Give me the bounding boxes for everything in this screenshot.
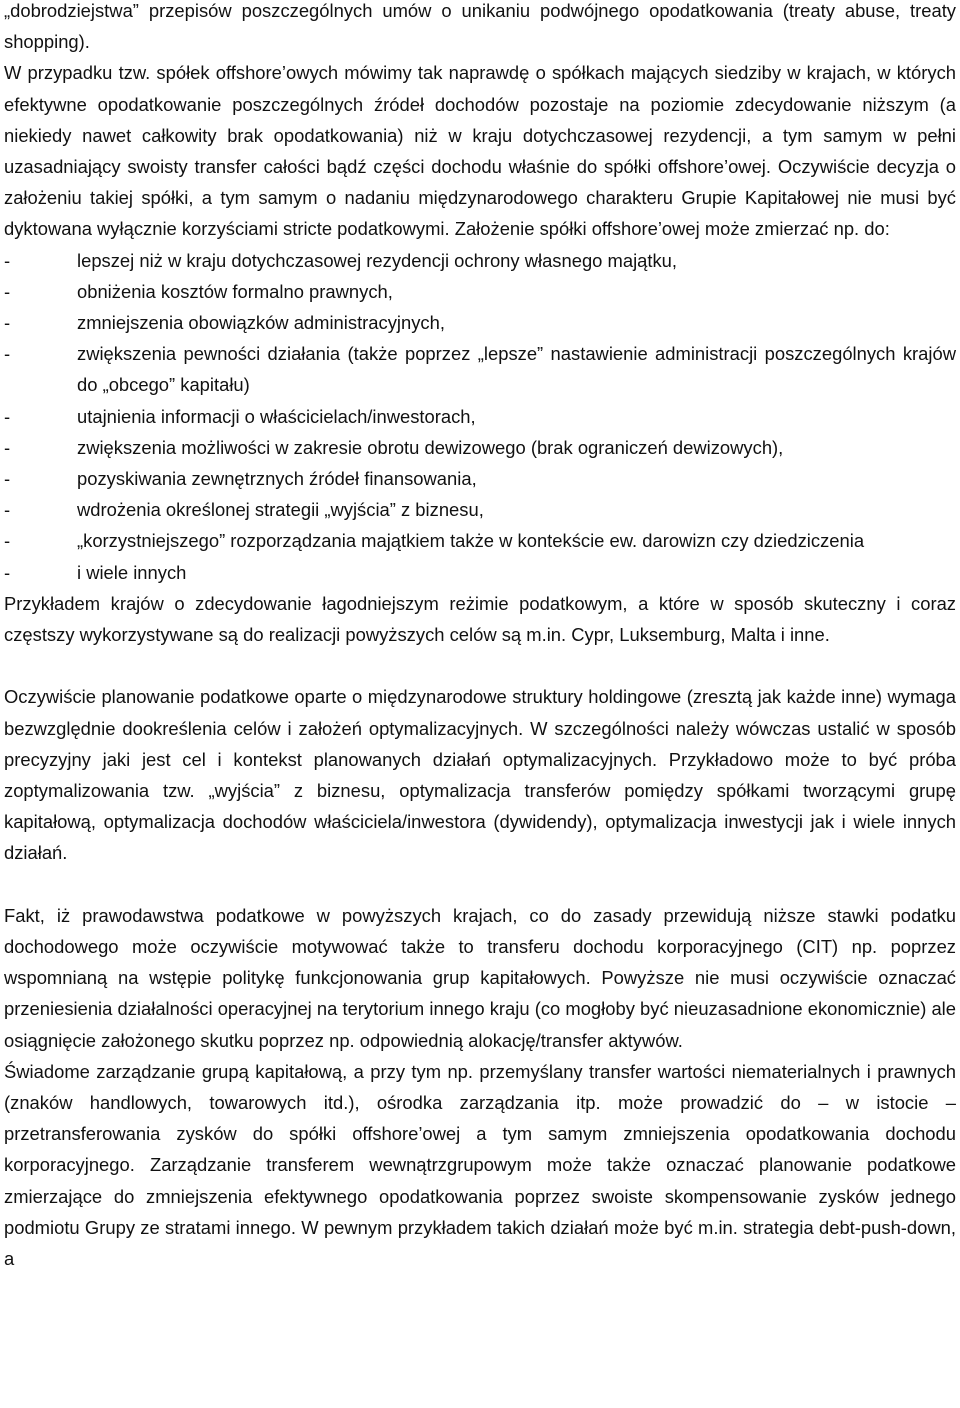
list-item-text: obniżenia kosztów formalno prawnych, <box>77 280 393 302</box>
list-item-text: i wiele innych <box>77 561 187 583</box>
list-item <box>4 557 956 588</box>
list-dash: - <box>4 312 11 334</box>
list-item <box>4 307 956 338</box>
list-dash: - <box>4 405 11 427</box>
list-item <box>4 463 956 494</box>
list-item <box>4 276 956 307</box>
paragraph-2: W przypadku tzw. spółek offshore’owych mówimy tak naprawdę o spółkach mających siedziby w krajach, w których efektywne opodatkowanie poszczególnych źródeł dochodów pozostaje na poziomie zdecydowanie niższym (a niekiedy nawet całkowity brak opodatkowania) niż w kraju dotychczasowej rezydencji, a tym samym w pełni uzasadniający swoisty transfer całości bądź części dochodu właśnie do spółki offshore’owej. Oczywiście decyzja o założeniu takiej spółki, a tym samym o nadaniu międzynarodowego charakteru Grupie Kapitałowej nie musi być dyktowana wyłącznie korzyściami stricte podatkowymi. Założenie spółki offshore’owej może zmierzać np. do: <box>4 62 956 240</box>
list-dash: - <box>4 499 11 521</box>
list-item <box>4 494 956 525</box>
list-item <box>4 401 956 432</box>
list-dash: - <box>4 436 11 458</box>
list-item-text: pozyskiwania zewnętrznych źródeł finansowania, <box>77 468 477 490</box>
paragraph-3: Przykładem krajów o zdecydowanie łagodniejszym reżimie podatkowym, a które w sposób skuteczny i coraz częstszy wykorzystywane są do realizacji powyższych celów są m.in. Cypr, Luksemburg, Malta i inne. <box>4 592 956 646</box>
list-item-text: wdrożenia określonej strategii „wyjścia” z biznesu, <box>77 499 484 521</box>
list-item-text: „korzystniejszego” rozporządzania majątkiem także w kontekście ew. darowizn czy dziedziczenia <box>77 530 865 552</box>
paragraph-spacer <box>4 869 956 900</box>
paragraph-1: „dobrodziejstwa” przepisów poszczególnych umów o unikaniu podwójnego opodatkowania (treaty abuse, treaty shopping). <box>4 0 956 53</box>
paragraph-spacer <box>4 650 956 681</box>
list-item <box>4 338 956 400</box>
list-item-text: zwiększenia pewności działania (także poprzez „lepsze” nastawienie administracji poszczególnych krajów do „obcego” kapitału) <box>77 343 956 396</box>
list-item-text: lepszej niż w kraju dotychczasowej rezydencji ochrony własnego majątku, <box>77 249 678 271</box>
document-page <box>4 0 956 1274</box>
goals-list <box>4 245 956 588</box>
list-dash: - <box>4 249 11 271</box>
paragraph-6: Świadome zarządzanie grupą kapitałową, a przy tym np. przemyślany transfer wartości niematerialnych i prawnych (znaków handlowych, towarowych itd.), ośrodka zarządzania itp. może prowadzić do – w istocie – przetransferowania zysków do spółki offshore’owej a tym samym zmniejszenia opodatkowania dochodu korporacyjnego. Zarządzanie transferem wewnątrzgrupowym może także oznaczać planowanie podatkowe zmierzające do zmniejszenia efektywnego opodatkowania poprzez swoiste skompensowanie zysków jednego podmiotu Grupy ze stratami innego. W pewnym przykładem takich działań może być m.in. strategia debt-push-down, a <box>4 1060 956 1270</box>
list-dash: - <box>4 280 11 302</box>
list-item <box>4 432 956 463</box>
paragraph-5: Fakt, iż prawodawstwa podatkowe w powyższych krajach, co do zasady przewidują niższe stawki podatku dochodowego może oczywiście motywować także to transferu dochodu korporacyjnego (CIT) np. poprzez wspomnianą na wstępie politykę funkcjonowania grup kapitałowych. Powyższe nie musi oczywiście oznaczać przeniesienia działalności operacyjnej na terytorium innego kraju (co mogłoby być nieuzasadnione ekonomicznie) ale osiągnięcie założonego skutku poprzez np. odpowiednią alokację/transfer aktywów. <box>4 904 956 1051</box>
list-dash: - <box>4 468 11 490</box>
list-item <box>4 245 956 276</box>
paragraph-4: Oczywiście planowanie podatkowe oparte o międzynarodowe struktury holdingowe (zresztą jak każde inne) wymaga bezwzględnie dookreślenia celów i założeń optymalizacyjnych. W szczególności należy wówczas ustalić w sposób precyzyjny jaki jest cel i kontekst planowanych działań optymalizacyjnych. Przykładowo może to być próba zoptymalizowania tzw. „wyjścia” z biznesu, optymalizacja transferów pomiędzy spółkami tworzącymi grupę kapitałową, optymalizacja dochodów właściciela/inwestora (dywidendy), optymalizacja inwestycji jak i wiele innych działań. <box>4 686 956 864</box>
list-item-text: zmniejszenia obowiązków administracyjnych, <box>77 312 445 334</box>
list-item-text: utajnienia informacji o właścicielach/inwestorach, <box>77 405 476 427</box>
list-item <box>4 525 956 556</box>
list-dash: - <box>4 561 11 583</box>
list-dash: - <box>4 530 11 552</box>
list-item-text: zwiększenia możliwości w zakresie obrotu dewizowego (brak ograniczeń dewizowych), <box>77 436 784 458</box>
list-dash: - <box>4 343 11 365</box>
